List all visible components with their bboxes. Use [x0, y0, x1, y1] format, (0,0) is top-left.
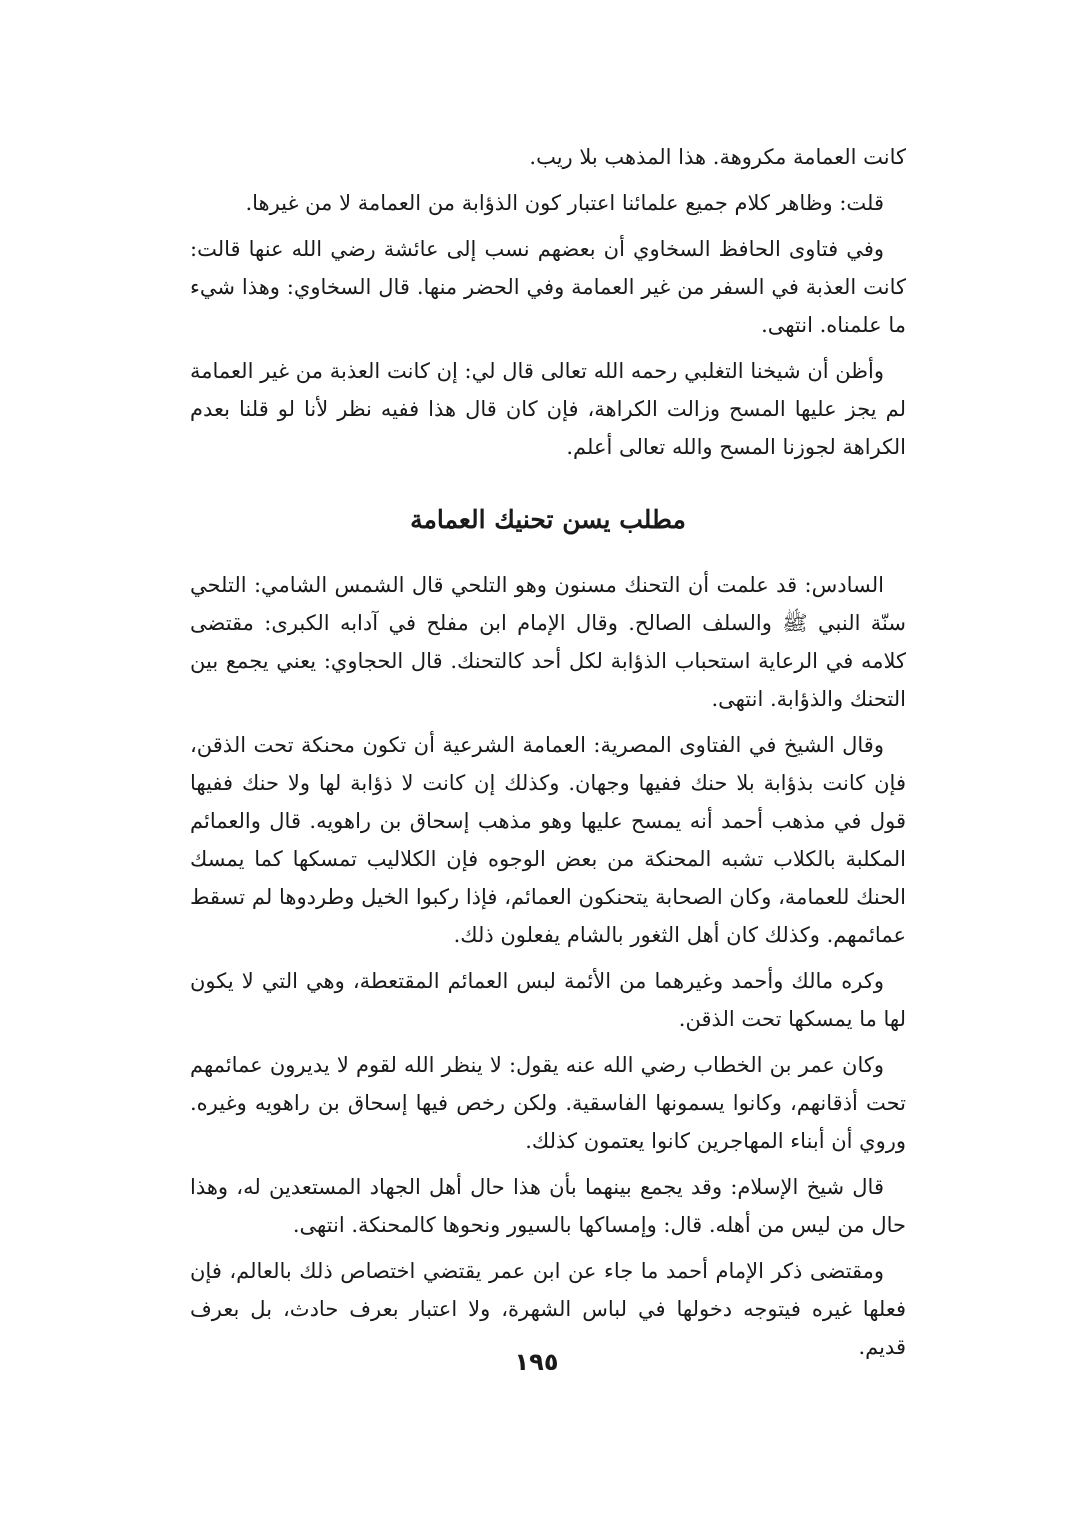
paragraph: قلت: وظاهر كلام جميع علمائنا اعتبار كون الذؤابة من العمامة لا من غيرها. [245, 191, 884, 215]
section-heading: مطلب يسن تحنيك العمامة [410, 505, 686, 534]
paragraph: وكره مالك وأحمد وغيرهما من الأئمة لبس العمائم المقتعطة، وهي التي لا يكون لها ما يمسكها تحت الذقن. [190, 969, 906, 1031]
page-number: ١٩٥ [514, 1348, 559, 1376]
paragraph: قال شيخ الإسلام: وقد يجمع بينهما بأن هذا حال أهل الجهاد المستعدين له، وهذا حال من ليس من أهله. قال: وإمساكها بالسيور ونحوها كالمحنكة. انتهى. [190, 1175, 906, 1237]
paragraph: وكان عمر بن الخطاب رضي الله عنه يقول: لا ينظر الله لقوم لا يديرون عمائمهم تحت أذقانهم، وكانوا يسمونها الفاسقية. ولكن رخص فيها إسحاق بن راهويه وغيره. وروي أن أبناء المهاجرين كانوا يعتمون كذلك. [190, 1053, 906, 1153]
paragraph: ومقتضى ذكر الإمام أحمد ما جاء عن ابن عمر يقتضي اختصاص ذلك بالعالم، فإن فعلها غيره فيتوجه دخولها في لباس الشهرة، ولا اعتبار بعرف حادث، بل بعرف قديم. [190, 1259, 906, 1359]
paragraph: وقال الشيخ في الفتاوى المصرية: العمامة الشرعية أن تكون محنكة تحت الذقن، فإن كانت بذؤابة بلا حنك ففيها وجهان. وكذلك إن كانت لا ذؤابة لها ولا حنك ففيها قول في مذهب أحمد أنه يمسح عليها وهو مذهب إسحاق بن راهويه. قال والعمائم المكلبة بالكلاب تشبه المحنكة من بعض الوجوه فإن الكلاليب تمسكها كما يمسك الحنك للعمامة، وكان الصحابة يتحنكون العمائم، فإذا ركبوا الخيل وطردوها لم تسقط عمائمهم. وكذلك كان أهل الثغور بالشام يفعلون ذلك. [190, 733, 906, 947]
paragraph: وأظن أن شيخنا التغلبي رحمه الله تعالى قال لي: إن كانت العذبة من غير العمامة لم يجز عليها المسح وزالت الكراهة، فإن كان قال هذا ففيه نظر لأنا لو قلنا بعدم الكراهة لجوزنا المسح والله تعالى أعلم. [190, 359, 906, 459]
paragraph: وفي فتاوى الحافظ السخاوي أن بعضهم نسب إلى عائشة رضي الله عنها قالت: كانت العذبة في السفر من غير العمامة وفي الحضر منها. قال السخاوي: وهذا شيء ما علمناه. انتهى. [190, 237, 906, 337]
page-body [190, 138, 906, 1374]
paragraph: السادس: قد علمت أن التحنك مسنون وهو التلحي قال الشمس الشامي: التلحي سنّة النبي ﷺ والسلف الصالح. وقال الإمام ابن مفلح في آدابه الكبرى: مقتضى كلامه في الرعاية استحباب الذؤابة لكل أحد كالتحنك. قال الحجاوي: يعني يجمع بين التحنك والذؤابة. انتهى. [190, 573, 906, 711]
paragraph: كانت العمامة مكروهة. هذا المذهب بلا ريب. [529, 145, 906, 169]
